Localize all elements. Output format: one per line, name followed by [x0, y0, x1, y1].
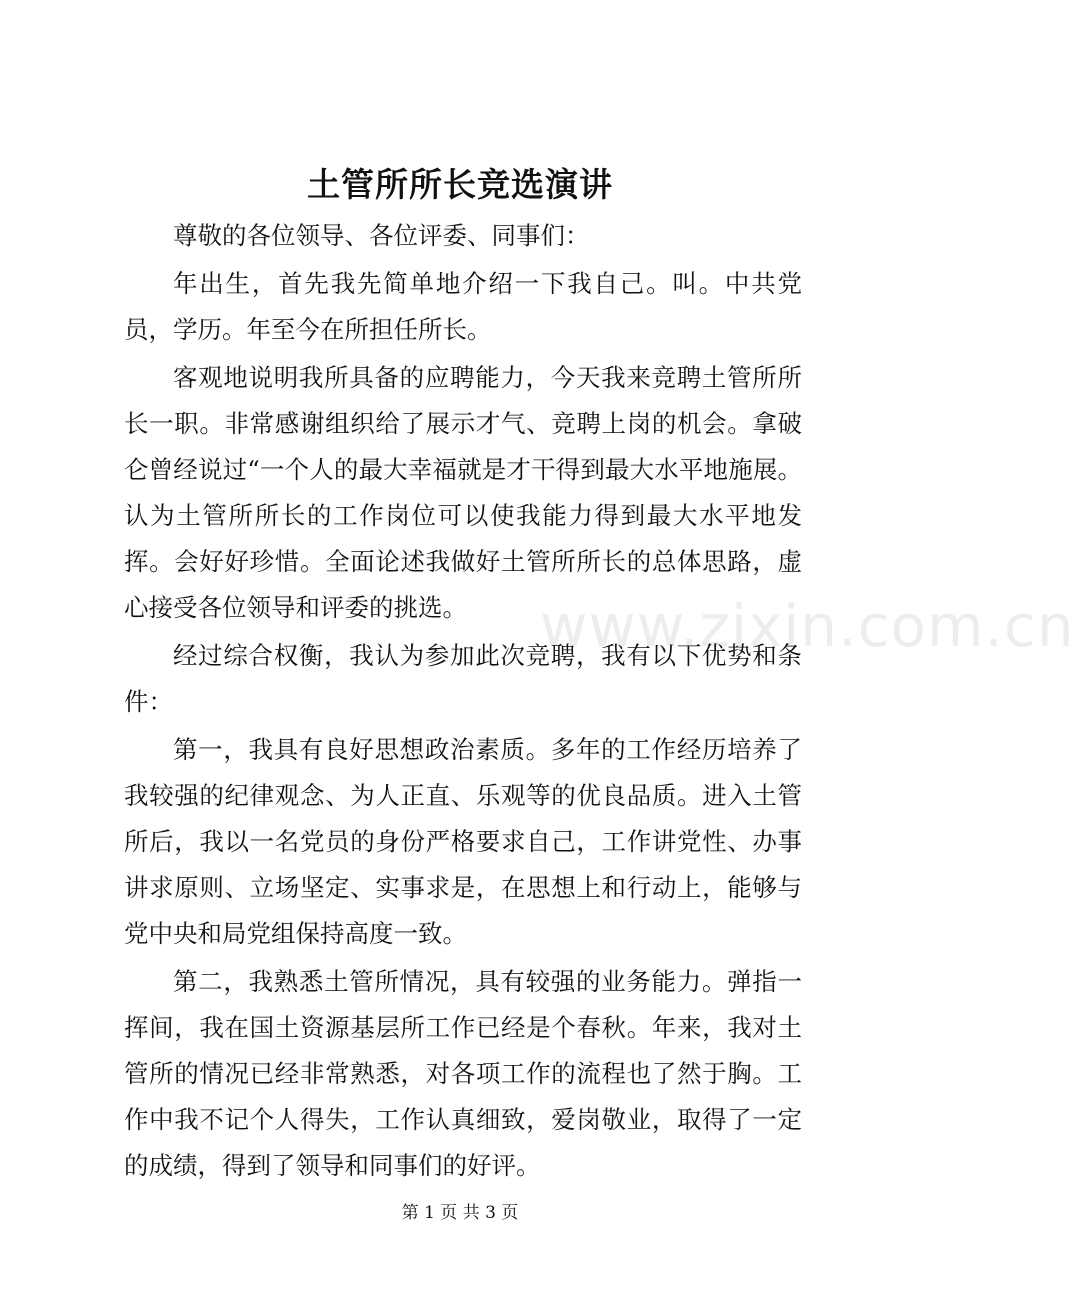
document-title: 土管所所长竞选演讲: [307, 165, 613, 204]
paragraph-motivation: 客观地说明我所具备的应聘能力，今天我来竞聘土管所所长一职。非常感谢组织给了展示才气、竞聘上岗的机会。拿破仑曾经说过“一个人的最大幸福就是才干得到最大水平地施展。认为土管所所长的工作岗位可以使我能力得到最大水平地发挥。会好好珍惜。全面论述我做好土管所所长的总体思路，虚心接受各位领导和评委的挑选。: [124, 363, 802, 622]
paragraph-greeting: 尊敬的各位领导、各位评委、同事们：: [173, 221, 590, 250]
paragraph-first-advantage: 第一，我具有良好思想政治素质。多年的工作经历培养了我较强的纪律观念、为人正直、乐观等的优良品质。进入土管所后，我以一名党员的身份严格要求自己，工作讲党性、办事讲求原则、立场坚定、实事求是，在思想上和行动上，能够与党中央和局党组保持高度一致。: [124, 735, 802, 948]
paragraph-advantages-intro: 经过综合权衡，我认为参加此次竞聘，我有以下优势和条件：: [124, 641, 802, 716]
paragraph-introduction: 年出生，首先我先简单地介绍一下我自己。叫。中共党员，学历。年至今在所担任所长。: [124, 269, 802, 344]
document-body: [124, 213, 802, 1191]
paragraph-second-advantage: 第二，我熟悉土管所情况，具有较强的业务能力。弹指一挥间，我在国土资源基层所工作已经是个春秋。年来，我对土管所的情况已经非常熟悉，对各项工作的流程也了然于胸。工作中我不记个人得失，工作认真细致，爱岗敬业，取得了一定的成绩，得到了领导和同事们的好评。: [124, 967, 802, 1180]
page-footer: 第 1 页 共 3 页: [401, 1203, 519, 1223]
watermark-logo: www.zixin.com.cn: [540, 592, 1075, 660]
